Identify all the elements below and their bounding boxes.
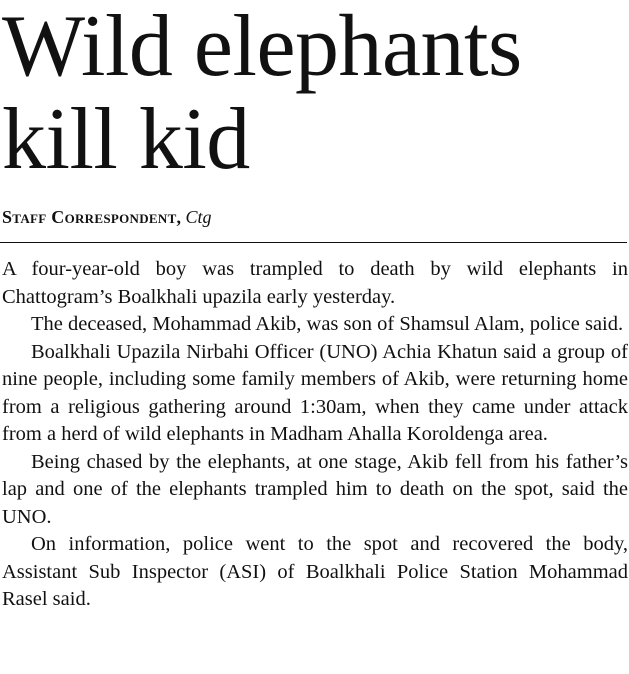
byline-separator: ,: [176, 207, 182, 227]
paragraph-3: Boalkhali Upazila Nirbahi Officer (UNO) Achia Khatun said a group of nine people, including some family members of Akib, were returning home from a religious gathering around 1:30am, when they came under attack from a herd of wild elephants in Madham Ahalla Koroldenga area.: [2, 340, 628, 445]
byline-location: Ctg: [185, 207, 212, 227]
paragraph-2: The deceased, Mohammad Akib, was son of Shamsul Alam, police said.: [31, 313, 624, 335]
paragraph-4: Being chased by the elephants, at one stage, Akib fell from his father’s lap and one of the elephants trampled him to death on the spot, said the UNO.: [2, 450, 628, 528]
paragraph-1: A four-year-old boy was trampled to death by wild elephants in Chattogram’s Boalkhali upazila early yesterday.: [2, 258, 628, 308]
article-body: [2, 256, 628, 614]
paragraph-5: On information, police went to the spot and recovered the body, Assistant Sub Inspector (ASI) of Boalkhali Police Station Mohammad Rasel said.: [2, 533, 628, 610]
divider-rule: [0, 242, 627, 243]
byline-author: Staff Correspondent: [2, 207, 177, 227]
byline: [2, 205, 212, 229]
headline: Wild elephants kill kid: [2, 0, 522, 188]
